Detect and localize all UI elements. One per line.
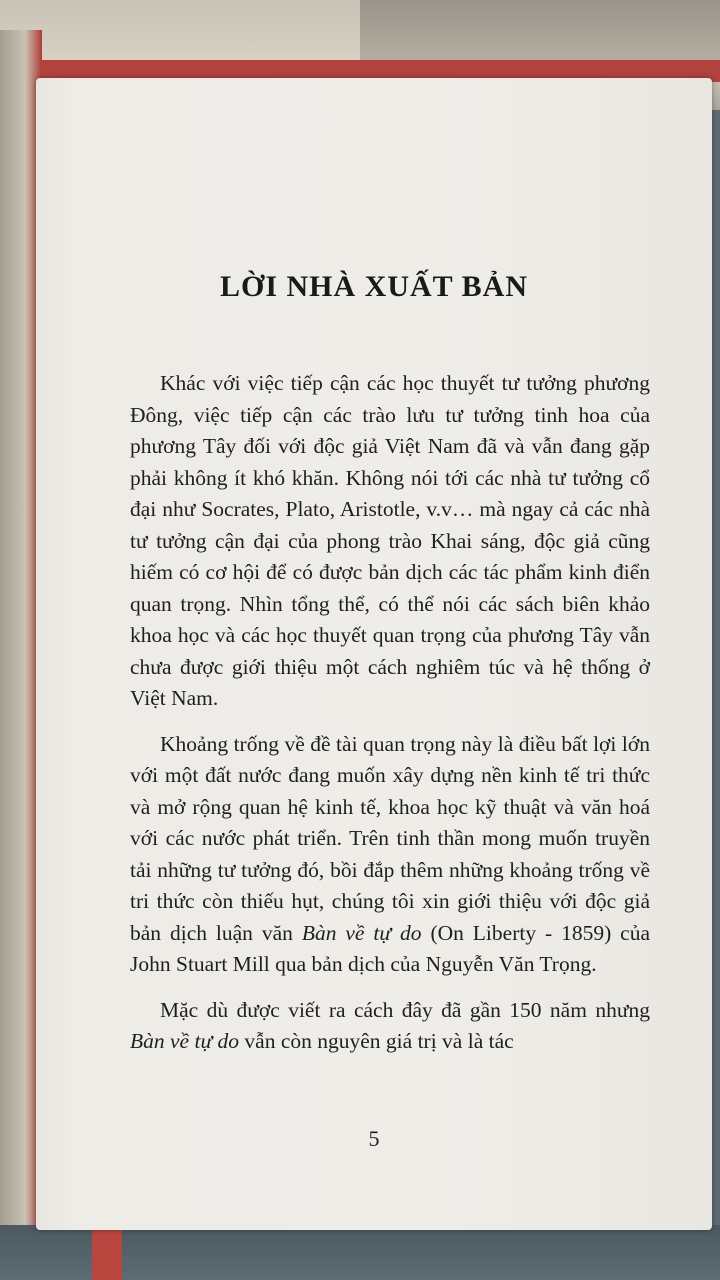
paragraph-1 bbox=[130, 368, 650, 715]
book-title-italic: Bàn về tự do bbox=[301, 920, 422, 945]
paragraph-text: Mặc dù được viết ra cách đây đã gần 150 năm nhưng bbox=[160, 997, 650, 1022]
paragraph-3 bbox=[130, 995, 650, 1058]
paragraph-text: Khoảng trống về đề tài quan trọng này là điều bất lợi lớn với một đất nước đang muốn xây dựng nền kinh tế tri thức và mở rộng quan hệ kinh tế, khoa học kỹ thuật và văn hoá với các nước phát triển. Trên tinh thần mong muốn truyền tải những tư tưởng đó, bồi đắp thêm những khoảng trống về tri thức còn thiếu hụt, chúng tôi xin giới thiệu với độc giả bản dịch luận văn bbox=[130, 731, 650, 945]
book-title-italic: Bàn về tự do bbox=[130, 1029, 240, 1053]
paragraph-text: vẫn còn nguyên giá trị và là tác bbox=[239, 1029, 514, 1053]
paragraph-text: Khác với việc tiếp cận các học thuyết tư tưởng phương Đông, việc tiếp cận các trào lưu tư tưởng tinh hoa của phương Tây đối với độc giả Việt Nam đã và vẫn đang gặp phải không ít khó khăn. Không nói tới các nhà tư tưởng cổ đại như Socrates, Plato, Aristotle, v.v… mà ngay cả các nhà tư tưởng cận đại của phong trào Khai sáng, độc giả cũng hiếm có cơ hội để có được bản dịch các tác phẩm kinh điển quan trọng. Nhìn tổng thể, có thể nói các sách biên khảo khoa học và các học thuyết quan trọng của phương Tây vẫn chưa được giới thiệu một cách nghiêm túc và hệ thống ở Việt Nam. bbox=[130, 371, 650, 710]
page-title: LỜI NHÀ XUẤT BẢN bbox=[220, 270, 528, 303]
book-page bbox=[36, 78, 712, 1230]
paragraph-text: (On Liberty - 1859) của John Stuart Mill qua bản dịch của Nguyễn Văn Trọng. bbox=[130, 920, 651, 976]
body-text bbox=[130, 368, 650, 1072]
page-number: 5 bbox=[368, 1126, 380, 1151]
paragraph-2 bbox=[130, 729, 650, 981]
